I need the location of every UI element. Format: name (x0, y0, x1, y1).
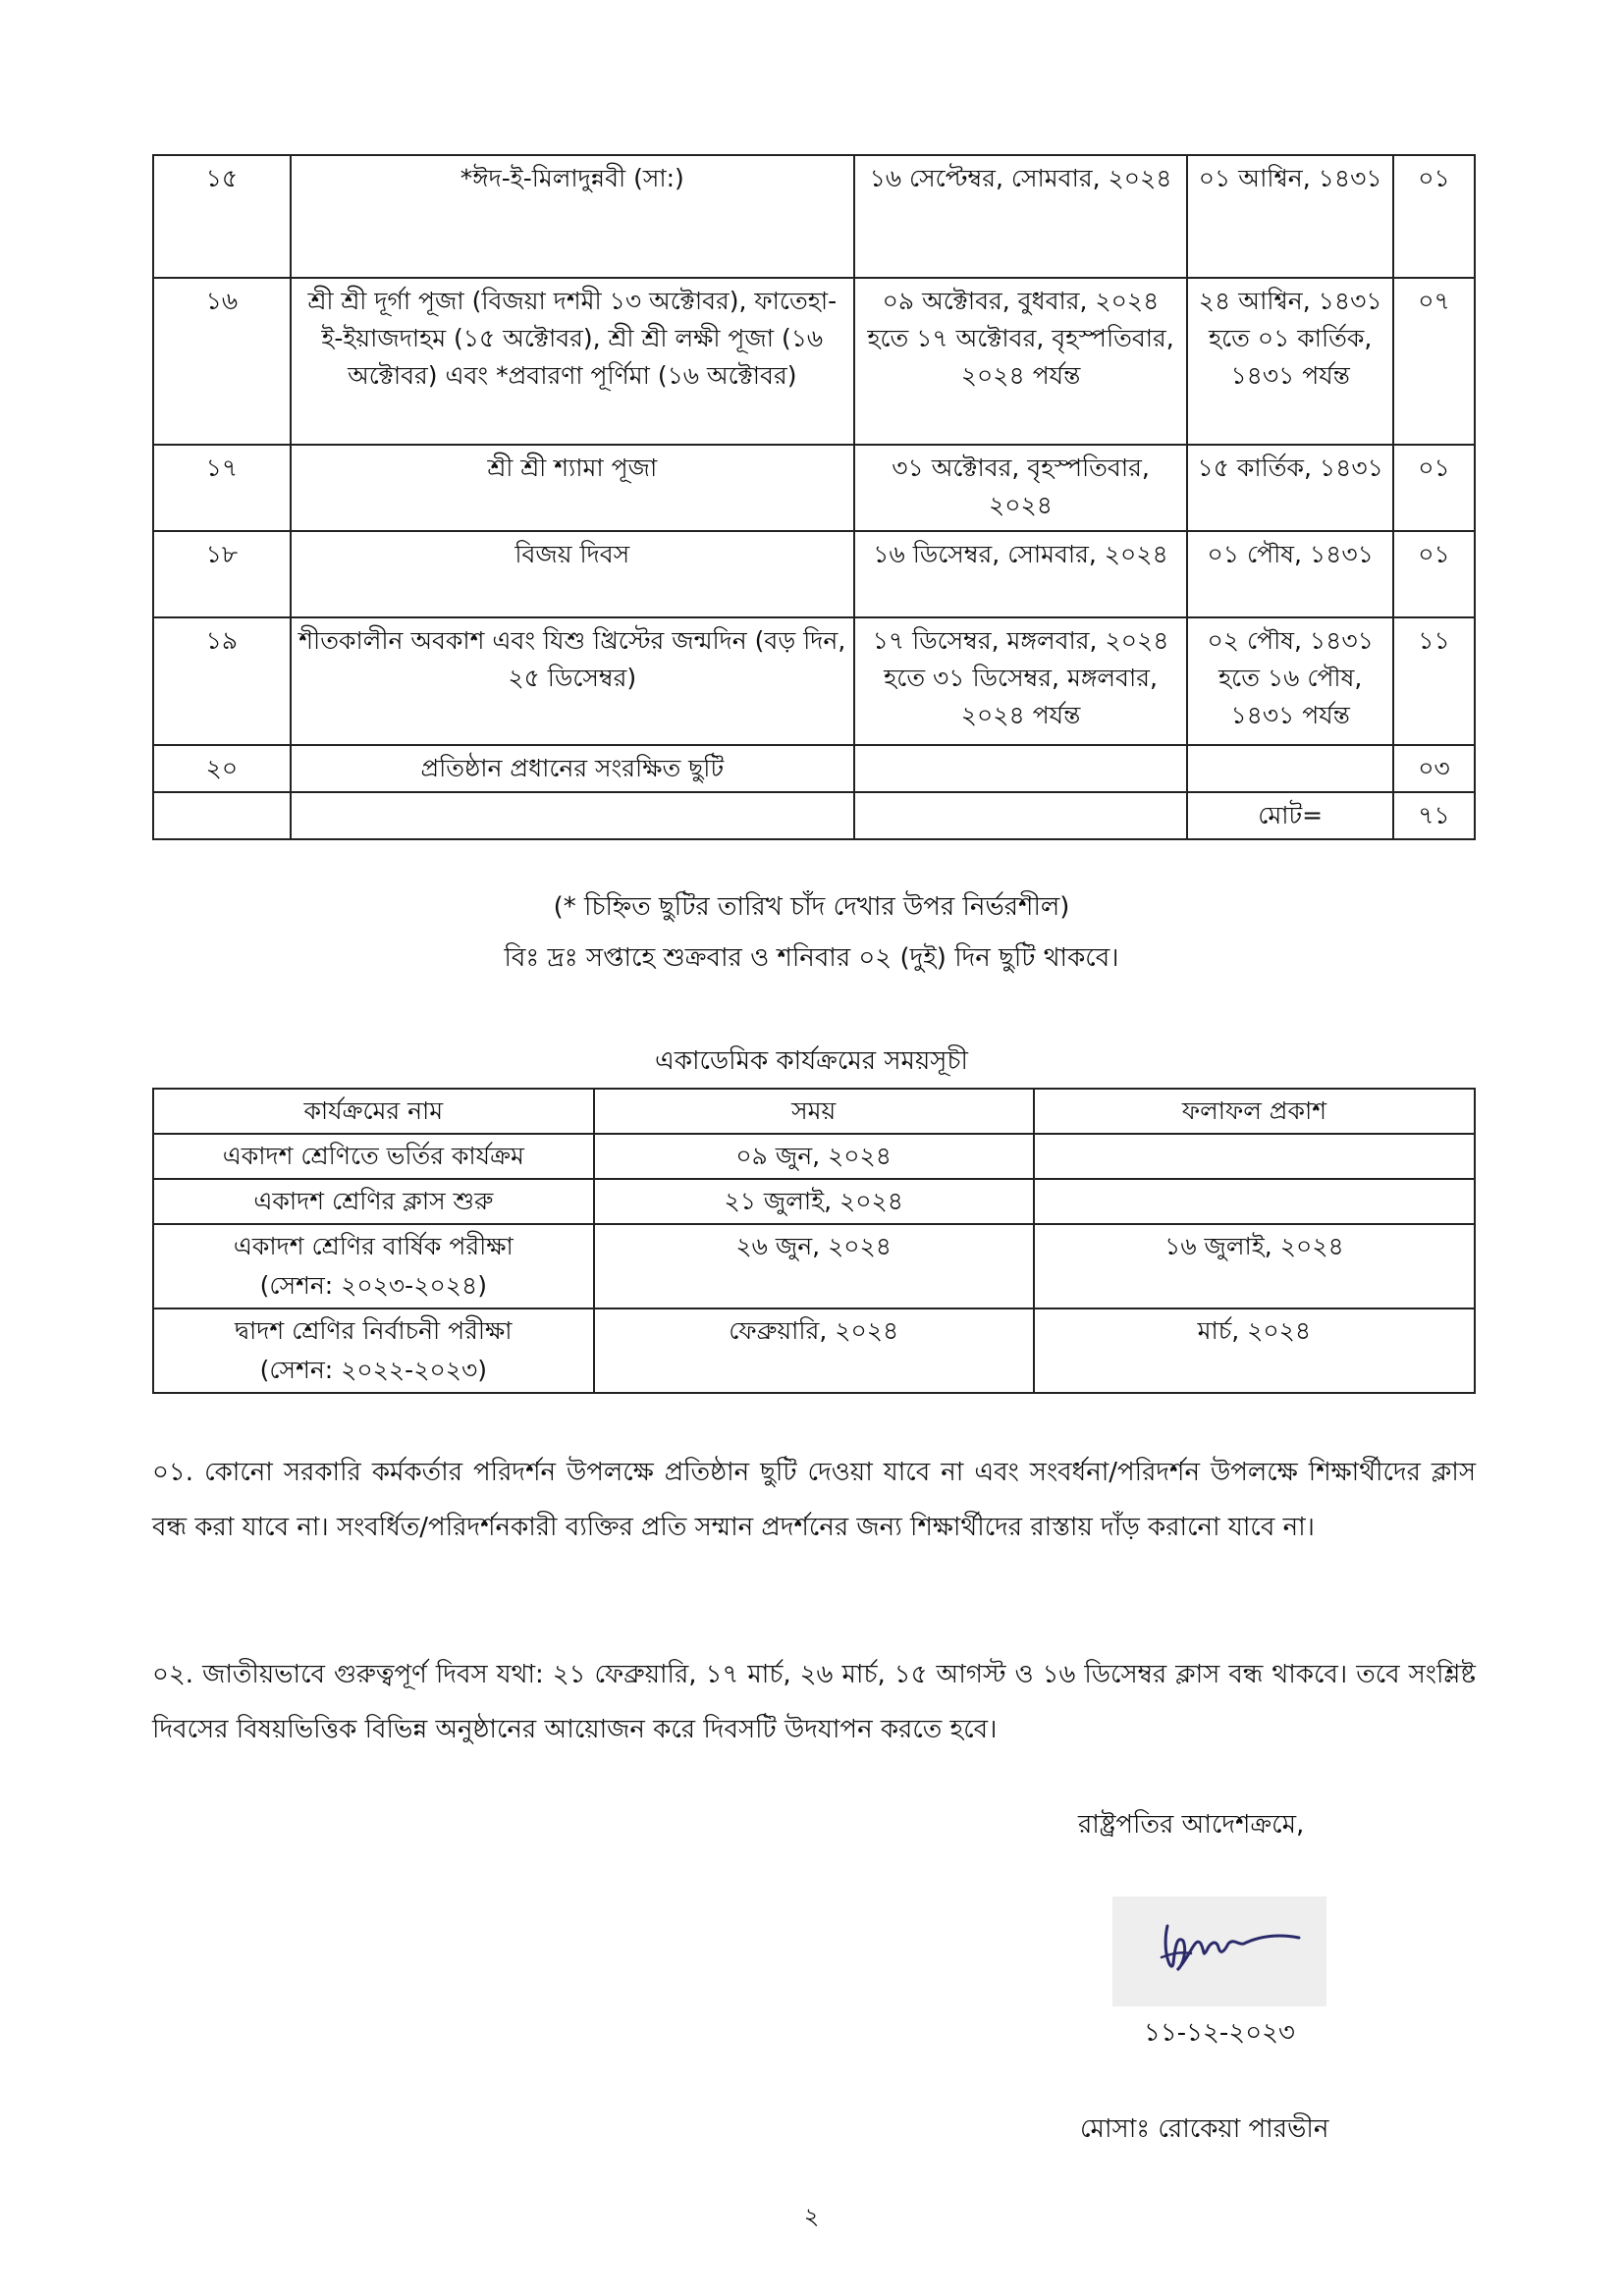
result-cell (1034, 1134, 1475, 1179)
serial-cell: ১৬ (153, 278, 291, 445)
academic-table (152, 1088, 1476, 1394)
holiday-table (152, 154, 1476, 840)
empty-cell (854, 792, 1188, 839)
table-row (153, 617, 1475, 745)
activity-name-cell: একাদশ শ্রেণির বার্ষিক পরীক্ষা (সেশন: ২০২৩-২০২৪) (153, 1224, 594, 1308)
bangla-date-cell (1187, 745, 1393, 792)
signatory-name: মোসাঃ রোকেয়া পারভীন (1080, 2114, 1329, 2144)
column-header: সময় (594, 1089, 1034, 1134)
date-cell: ১৬ সেপ্টেম্বর, সোমবার, ২০২৪ (854, 155, 1188, 278)
activity-name-cell: দ্বাদশ শ্রেণির নির্বাচনী পরীক্ষা (সেশন: ২০২২-২০২৩) (153, 1308, 594, 1393)
weekend-note: বিঃ দ্রঃ সপ্তাহে শুক্রবার ও শনিবার ০২ (দুই) দিন ছুটি থাকবে। (504, 943, 1119, 973)
bangla-date-cell: ২৪ আশ্বিন, ১৪৩১ হতে ০১ কার্তিক, ১৪৩১ পর্যন্ত (1187, 278, 1393, 445)
bangla-date-cell: ০২ পৌষ, ১৪৩১ হতে ১৬ পৌষ, ১৪৩১ পর্যন্ত (1187, 617, 1393, 745)
table-row (153, 278, 1475, 445)
days-cell: ০১ (1393, 445, 1475, 531)
signature-date: ১১-১২-২০২৩ (1144, 2018, 1295, 2048)
bangla-date-cell: ১৫ কার্তিক, ১৪৩১ (1187, 445, 1393, 531)
column-header: ফলাফল প্রকাশ (1034, 1089, 1475, 1134)
column-header: কার্যক্রমের নাম (153, 1089, 594, 1134)
empty-cell (153, 792, 291, 839)
paragraph-1: ০১. কোনো সরকারি কর্মকর্তার পরিদর্শন উপলক্ষে প্রতিষ্ঠান ছুটি দেওয়া যাবে না এবং সংবর্ধনা/পরিদর্শন উপলক্ষে শিক্ষার্থীদের ক্লাস বন্ধ করা যাবে না। সংবর্ধিত/পরিদর্শনকারী ব্যক্তির প্রতি সম্মান প্রদর্শনের জন্য শিক্ষার্থীদের রাস্তায় দাঁড় করানো যাবে না। (152, 1458, 1476, 1542)
table-row (153, 1179, 1475, 1224)
total-label: মোট= (1187, 792, 1393, 839)
holiday-name-cell: শ্রী শ্রী শ্যামা পূজা (291, 445, 854, 531)
holiday-name-cell: বিজয় দিবস (291, 531, 854, 617)
holiday-name-cell: শ্রী শ্রী দূর্গা পূজা (বিজয়া দশমী ১৩ অক্টোবর), ফাতেহা-ই-ইয়াজদাহম (১৫ অক্টোবর), শ্রী শ্রী লক্ষী পূজা (১৬ অক্টোবর) এবং *প্রবারণা পূর্ণিমা (১৬ অক্টোবর) (291, 278, 854, 445)
time-cell: ২৬ জুন, ২০২৪ (594, 1224, 1034, 1308)
date-cell: ১৭ ডিসেম্বর, মঙ্গলবার, ২০২৪ হতে ৩১ ডিসেম্বর, মঙ্গলবার, ২০২৪ পর্যন্ত (854, 617, 1188, 745)
paragraph-2: ০২. জাতীয়ভাবে গুরুত্বপূর্ণ দিবস যথা: ২১ ফেব্রুয়ারি, ১৭ মার্চ, ২৬ মার্চ, ১৫ আগস্ট ও ১৬ ডিসেম্বর ক্লাস বন্ধ থাকবে। তবে সংশ্লিষ্ট দিবসের বিষয়ভিত্তিক বিভিন্ন অনুষ্ঠানের আয়োজন করে দিবসটি উদযাপন করতে হবে। (152, 1660, 1476, 1744)
empty-cell (291, 792, 854, 839)
days-cell: ০৩ (1393, 745, 1475, 792)
table-row (153, 745, 1475, 792)
date-cell (854, 745, 1188, 792)
activity-name-cell: একাদশ শ্রেণিতে ভর্তির কার্যক্রম (153, 1134, 594, 1179)
bangla-date-cell: ০১ আশ্বিন, ১৪৩১ (1187, 155, 1393, 278)
time-cell: ২১ জুলাই, ২০২৪ (594, 1179, 1034, 1224)
days-cell: ১১ (1393, 617, 1475, 745)
result-cell: মার্চ, ২০২৪ (1034, 1308, 1475, 1393)
table-row (153, 1134, 1475, 1179)
time-cell: ফেব্রুয়ারি, ২০২৪ (594, 1308, 1034, 1393)
total-row (153, 792, 1475, 839)
date-cell: ৩১ অক্টোবর, বৃহস্পতিবার, ২০২৪ (854, 445, 1188, 531)
activity-name-cell: একাদশ শ্রেণির ক্লাস শুরু (153, 1179, 594, 1224)
result-cell: ১৬ জুলাই, ২০২৪ (1034, 1224, 1475, 1308)
bangla-date-cell: ০১ পৌষ, ১৪৩১ (1187, 531, 1393, 617)
holiday-name-cell: শীতকালীন অবকাশ এবং যিশু খ্রিস্টের জন্মদিন (বড় দিন, ২৫ ডিসেম্বর) (291, 617, 854, 745)
table-row (153, 155, 1475, 278)
page-number: ২ (803, 2203, 820, 2230)
signature-image (1112, 1896, 1326, 2006)
table-row (153, 1308, 1475, 1393)
days-cell: ০৭ (1393, 278, 1475, 445)
moon-note: (* চিহ্নিত ছুটির তারিখ চাঁদ দেখার উপর নির্ভরশীল) (553, 892, 1070, 922)
serial-cell: ২০ (153, 745, 291, 792)
date-cell: ১৬ ডিসেম্বর, সোমবার, ২০২৪ (854, 531, 1188, 617)
table-row (153, 1224, 1475, 1308)
time-cell: ০৯ জুন, ২০২৪ (594, 1134, 1034, 1179)
table-row (153, 445, 1475, 531)
result-cell (1034, 1179, 1475, 1224)
academic-title: একাডেমিক কার্যক্রমের সময়সূচী (655, 1046, 968, 1076)
serial-cell: ১৮ (153, 531, 291, 617)
header-row (153, 1089, 1475, 1134)
order-line: রাষ্ট্রপতির আদেশক্রমে, (1078, 1810, 1305, 1840)
date-cell: ০৯ অক্টোবর, বুধবার, ২০২৪ হতে ১৭ অক্টোবর, বৃহস্পতিবার, ২০২৪ পর্যন্ত (854, 278, 1188, 445)
serial-cell: ১৭ (153, 445, 291, 531)
holiday-name-cell: *ঈদ-ই-মিলাদুন্নবী (সা:) (291, 155, 854, 278)
table-row (153, 531, 1475, 617)
holiday-name-cell: প্রতিষ্ঠান প্রধানের সংরক্ষিত ছুটি (291, 745, 854, 792)
serial-cell: ১৯ (153, 617, 291, 745)
total-value: ৭১ (1393, 792, 1475, 839)
days-cell: ০১ (1393, 155, 1475, 278)
serial-cell: ১৫ (153, 155, 291, 278)
days-cell: ০১ (1393, 531, 1475, 617)
